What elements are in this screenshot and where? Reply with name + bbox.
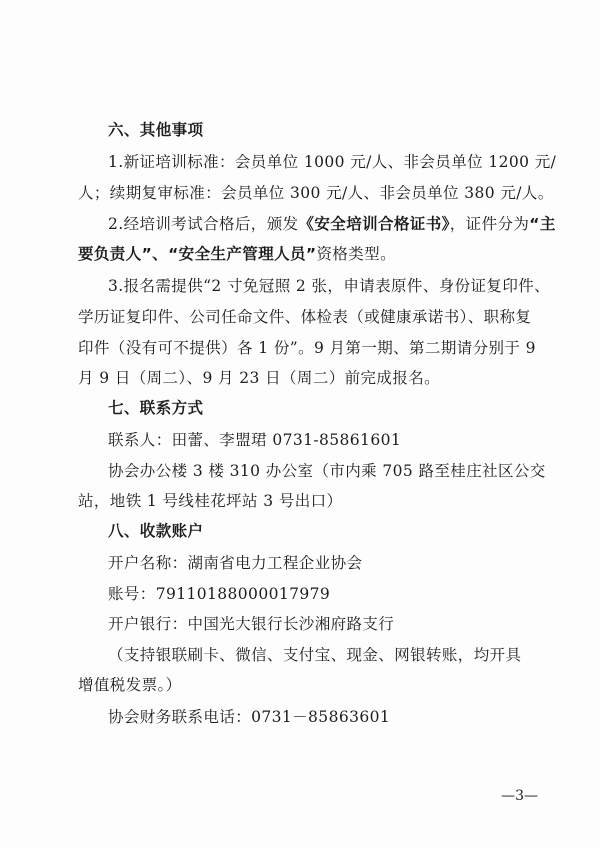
- finance-phone: 协会财务联系电话：0731－85863601: [108, 708, 391, 726]
- fee-standard-line-2: 人；续期复审标准：会员单位 300 元/人、非会员单位 380 元/人。: [78, 184, 554, 202]
- certificate-text-end: 资格类型。: [316, 245, 396, 263]
- section-8-heading: 八、收款账户: [108, 522, 204, 540]
- bank-name: 开户银行：中国光大银行长沙湘府路支行: [108, 615, 395, 633]
- account-name: 开户名称：湖南省电力工程企业协会: [108, 554, 363, 572]
- page-number: —3—: [501, 788, 538, 804]
- registration-line-4: 月 9 日（周二）、9 月 23 日（周二）前完成报名。: [78, 369, 441, 387]
- certificate-line-1: [108, 214, 600, 234]
- payment-note-line-1: （支持银联刷卡、微信、支付宝、现金、网银转账，均开具: [108, 646, 522, 664]
- registration-line-2: 学历证复印件、公司任命文件、体检表（或健康承诺书）、职称复: [78, 308, 532, 326]
- certificate-title: 《安全培训合格证书》: [298, 215, 450, 233]
- office-address-line-1: 协会办公楼 3 楼 310 办公室（市内乘 705 路至桂庄社区公交: [108, 462, 546, 480]
- registration-line-3: 印件（没有可不提供）各 1 份”。9 月第一期、第二期请分别于 9: [78, 339, 536, 357]
- certificate-text-a: 2.经培训考试合格后，颁发: [108, 215, 299, 233]
- section-7-heading: 七、联系方式: [108, 399, 204, 417]
- certificate-text-c: ，证件分为: [449, 215, 530, 233]
- certificate-type-start: “主: [529, 215, 556, 233]
- contact-person: 联系人：田蕾、李盟珺 0731-85861601: [108, 431, 402, 449]
- certificate-types: 要负责人”、“安全生产管理人员”: [78, 245, 317, 263]
- fee-standard-line-1: 1.新证培训标准：会员单位 1000 元/人、非会员单位 1200 元/: [108, 153, 557, 171]
- registration-line-1: 3.报名需提供“2 寸免冠照 2 张，申请表原件、身份证复印件、: [108, 277, 551, 295]
- payment-note-line-2: 增值税发票。）: [78, 676, 182, 694]
- account-number: 账号：79110188000017979: [108, 585, 331, 603]
- section-6-heading: 六、其他事项: [108, 121, 204, 139]
- office-address-line-2: 站，地铁 1 号线桂花坪站 3 号出口）: [78, 492, 343, 510]
- certificate-line-2: [78, 244, 600, 264]
